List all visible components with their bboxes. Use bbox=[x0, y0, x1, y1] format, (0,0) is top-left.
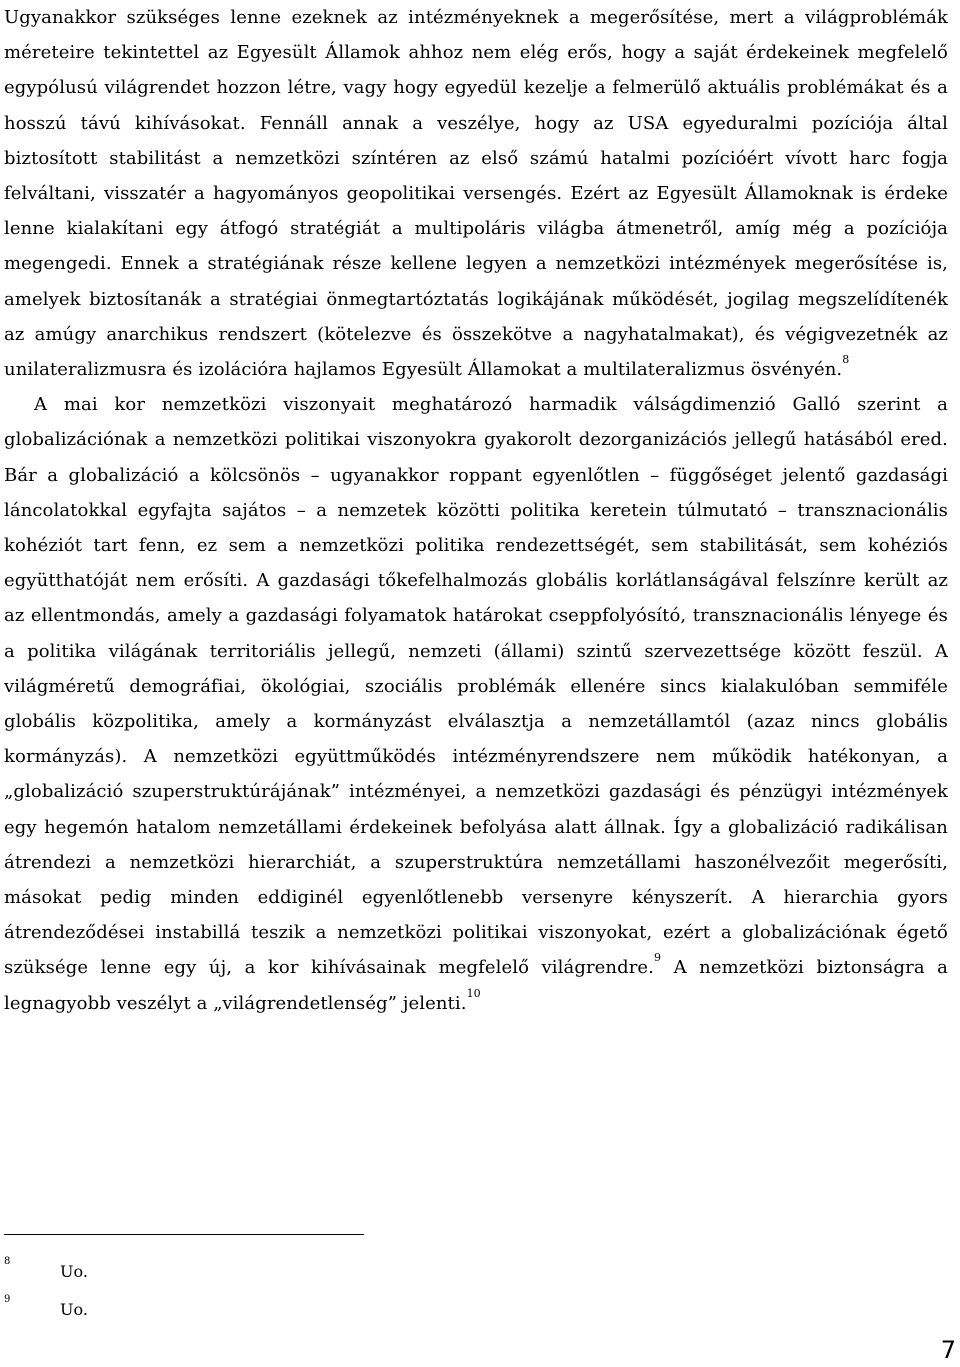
footnote-number: 8 bbox=[4, 1256, 11, 1267]
footnote-text: Uo. bbox=[60, 1262, 88, 1281]
paragraph-1 bbox=[4, 0, 948, 387]
body-text bbox=[4, 0, 948, 1021]
paragraph-2 bbox=[4, 387, 948, 1021]
footnote-number: 9 bbox=[4, 1294, 11, 1305]
footnote-ref-9[interactable]: 9 bbox=[654, 951, 662, 965]
page-number: 7 bbox=[940, 1336, 956, 1364]
footnote-ref-10[interactable]: 10 bbox=[466, 986, 481, 1000]
footnote-ref-8[interactable]: 8 bbox=[842, 353, 850, 367]
paragraph-1-text: Ugyanakkor szükséges lenne ezeknek az intézményeknek a megerősítése, mert a világproblémák méreteire tekintettel az Egyesült Államok ahhoz nem elég erős, hogy a saját érdekeinek megfelelő egypólusú világrendet hozzon létre, vagy hogy egyedül kezelje a felmerülő aktuális problémákat és a hosszú távú kihívásokat. Fennáll annak a veszélye, hogy az USA egyeduralmi pozíciója által biztosított stabilitást a nemzetközi színtéren az első számú hatalmi pozícióért vívott harc fogja felváltani, visszatér a hagyományos geopolitikai versengés. Ezért az Egyesült Államoknak is érdeke lenne kialakítani egy átfogó stratégiát a multipoláris világba átmenetről, amíg még a pozíciója megengedi. Ennek a stratégiának része kellene legyen a nemzetközi intézmények megerősítése is, amelyek biztosítanák a stratégiai önmegtartóztatás logikájának működését, jogilag megszelídítenék az amúgy anarchikus rendszert (kötelezve és összekötve a nagyhatalmakat), és végigvezetnék az unilateralizmusra és izolációra hajlamos Egyesült Államokat a multilateralizmus ösvényén. bbox=[4, 7, 948, 381]
footnote-separator bbox=[4, 1234, 364, 1235]
paragraph-2-text: A mai kor nemzetközi viszonyait meghatározó harmadik válságdimenzió Galló szerint a globalizációnak a nemzetközi politikai viszonyokra gyakorolt dezorganizációs jellegű hatásából ered. Bár a globalizáció a kölcsönös – ugyanakkor roppant egyenlőtlen – függőséget jelentő gazdasági láncolatokkal egyfajta sajátos – a nemzetek közötti politika keretein túlmutató – transznacionális kohéziót tart fenn, ez sem a nemzetközi politika rendezettségét, sem stabilitását, sem kohéziós együtthatóját nem erősíti. A gazdasági tőkefelhalmozás globális korlátlanságával felszínre került az az ellentmondás, amely a gazdasági folyamatok határokat cseppfolyósító, transznacionális lényege és a politika világának territoriális jellegű, nemzeti (állami) szintű szervezettsége között feszül. A világméretű demográfiai, ökológiai, szociális problémák ellenére sincs kialakulóban semmiféle globális közpolitika, amely a kormányzást elválasztja a nemzetállamtól (azaz nincs globális kormányzás). A nemzetközi együttműködés intézményrendszere nem működik hatékonyan, a „globalizáció szuperstruktúrájának” intézményei, a nemzetközi gazdasági és pénzügyi intézmények egy hegemón hatalom nemzetállami érdekeinek befolyása alatt állnak. Így a globalizáció radikálisan átrendezi a nemzetközi hierarchiát, a szuperstruktúra nemzetállami haszonélvezőit megerősíti, másokat pedig minden eddiginél egyenlőtlenebb versenyre kényszerít. A hierarchia gyors átrendeződései instabillá teszik a nemzetközi politikai viszonyokat, ezért a globalizációnak égető szüksége lenne egy új, a kor kihívásainak megfelelő világrendre. bbox=[4, 394, 948, 979]
paragraph-2-text-continued: A nemzetközi biztonságra a legnagyobb veszélyt a „világrendetlenség” jelenti. bbox=[4, 957, 948, 1014]
footnote-text: Uo. bbox=[60, 1300, 88, 1319]
